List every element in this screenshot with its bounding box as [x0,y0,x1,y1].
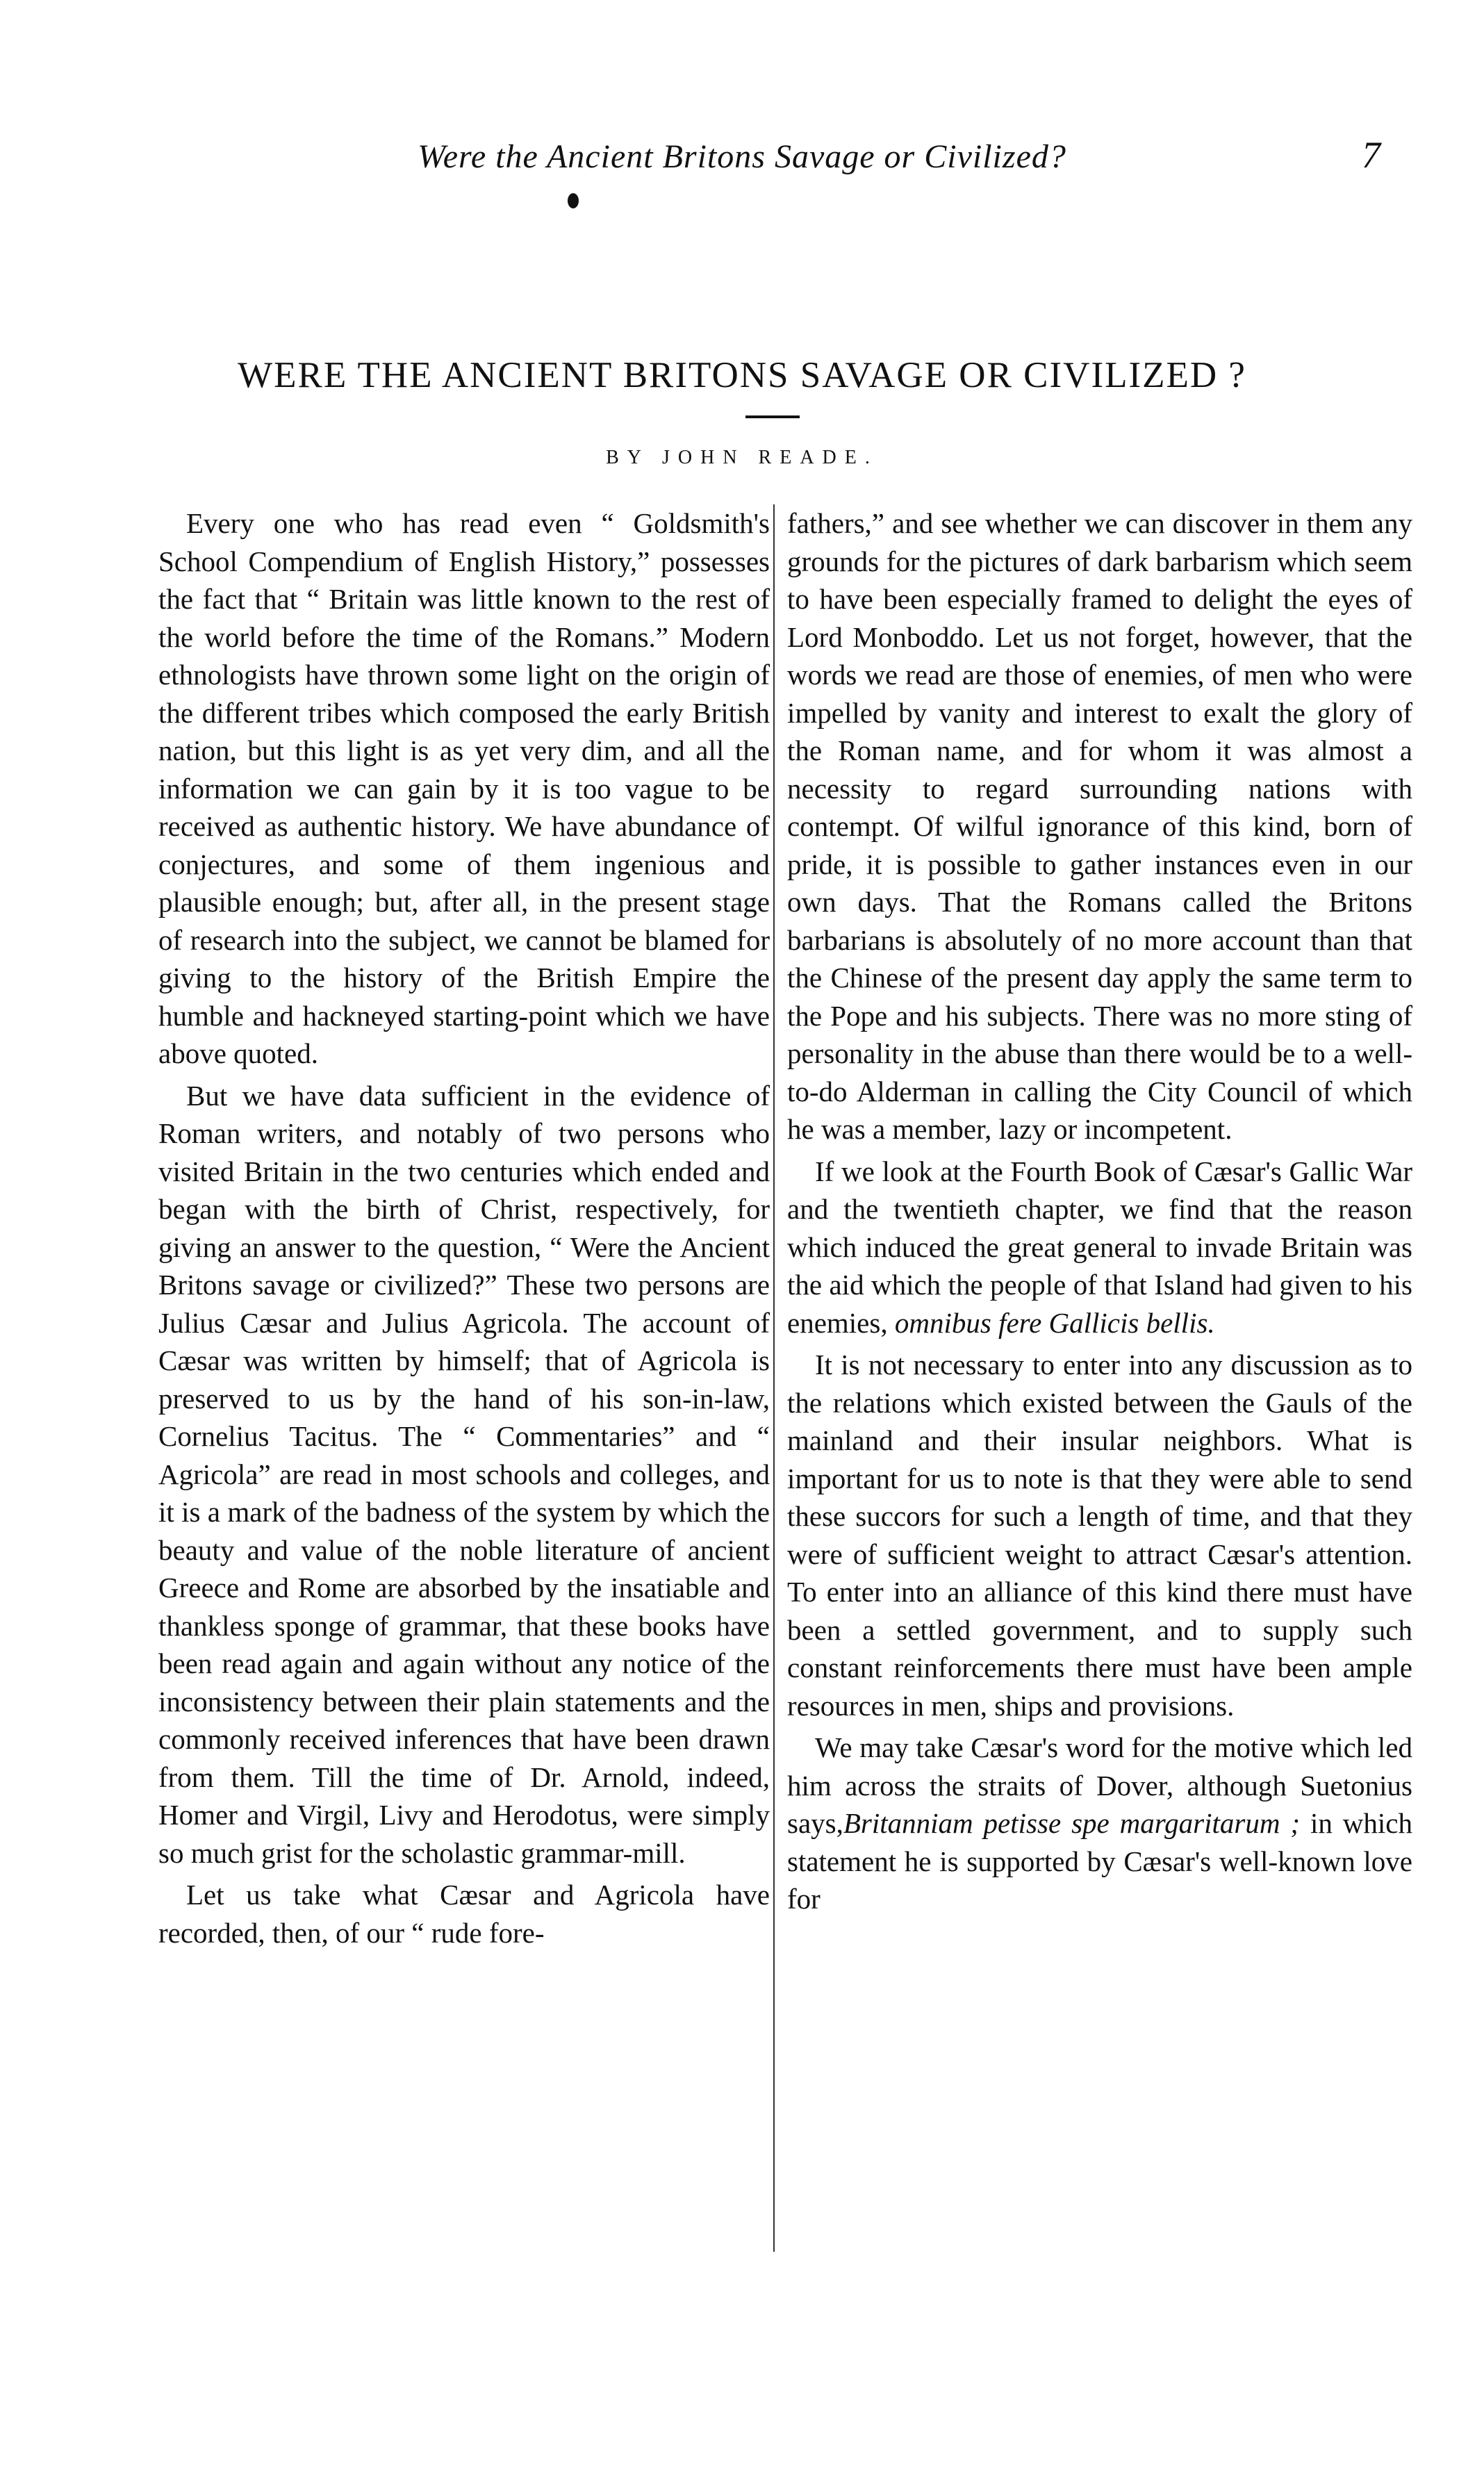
ornament-dot [568,193,579,208]
column-divider [773,504,775,2252]
title-rule [745,415,800,418]
byline: BY JOHN READE. [606,447,878,468]
latin-phrase: omnibus fere Gallicis bellis. [894,1306,1215,1339]
latin-phrase: Britanniam petisse spe margaritarum ; [843,1807,1301,1839]
paragraph: Every one who has read even “ Goldsmith's School Compendium of English History,” possesses the fact that “ Britain was little known to the rest of the world before the time of the Romans.” Modern ethnologists have thrown some light on the origin of the different tribes which composed the early British nation, but this light is as yet very dim, and all the information we can gain by it is too vague to be received as authentic history. We have abundance of conjectures, and some of them ingenious and plausible enough; but, after all, in the present stage of research into the subject, we cannot be blamed for giving to the history of the British Empire the humble and hackneyed starting-point which we have above quoted. [158,507,770,1069]
paragraph [787,1729,1412,1918]
page-number: 7 [1362,134,1380,176]
article-title: WERE THE ANCIENT BRITONS SAVAGE OR CIVILIZED ? [238,355,1246,395]
running-head: Were the Ancient Britons Savage or Civilized? [418,138,1066,175]
paragraph-text: If we look at the Fourth Book of Cæsar's Gallic War and the twentieth chapter, we find that the reason which induced the great general to invade Britain was the aid which the people of that Island had given to his enemies, [787,1155,1412,1339]
paragraph: fathers,” and see whether we can discover in them any grounds for the pictures of dark barbarism which seem to have been especially framed to delight the eyes of Lord Monboddo. Let us not forget, however, that the words we read are those of enemies, of men who were impelled by vanity and interest to exalt the glory of the Roman name, and for whom it was almost a necessity to regard surrounding nations with contempt. Of wilful ignorance of this kind, born of pride, it is possible to gather instances even in our own days. That the Romans called the Britons barbarians is absolutely of no more account than that the Chinese of the present day apply the same term to the Pope and his subjects. There was no more sting of personality in the abuse than there would be to a well-to-do Alderman in calling the City Council of which he was a member, lazy or incompetent. [787,507,1412,1145]
paragraph: It is not necessary to enter into any discussion as to the relations which existed between the Gauls of the mainland and their insular neighbors. What is important for us to note is that they were able to send these succors for such a length of time, and that they were of sufficient weight to attract Cæsar's attention. To enter into an alliance of this kind there must have been a settled government, and to supply such constant reinforcements there must have been ample resources in men, ships and provisions. [787,1349,1412,1722]
paragraph: But we have data sufficient in the evidence of Roman writers, and notably of two persons who visited Britain in the two centuries which ended and began with the birth of Christ, respectively, for giving an answer to the question, “ Were the Ancient Britons savage or civilized?” These two persons are Julius Cæsar and Julius Agricola. The account of Cæsar was written by himself; that of Agricola is preserved to us by the hand of his son-in-law, Cornelius Tacitus. The “ Commentaries” and “ Agricola” are read in most schools and colleges, and it is a mark of the badness of the system by which the beauty and value of the noble literature of ancient Greece and Rome are absorbed by the insatiable and thankless sponge of grammar, that these books have been read again and again without any notice of the inconsistency between their plain statements and the commonly received inferences that have been drawn from them. Till the time of Dr. Arnold, indeed, Homer and Virgil, Livy and Herodotus, were simply so much grist for the scholastic grammar-mill. [158,1079,770,1869]
right-column [787,504,1412,1918]
paragraph-text: in which statement he is supported by Cæsar's well-known love for [787,1807,1412,1915]
left-column [158,504,770,1952]
paragraph: Let us take what Cæsar and Agricola have recorded, then, of our “ rude fore- [158,1879,770,1949]
paragraph-text: We may take Cæsar's word for the motive which led him across the straits of Dover, although Suetonius says, [787,1731,1412,1839]
paragraph [787,1153,1412,1342]
